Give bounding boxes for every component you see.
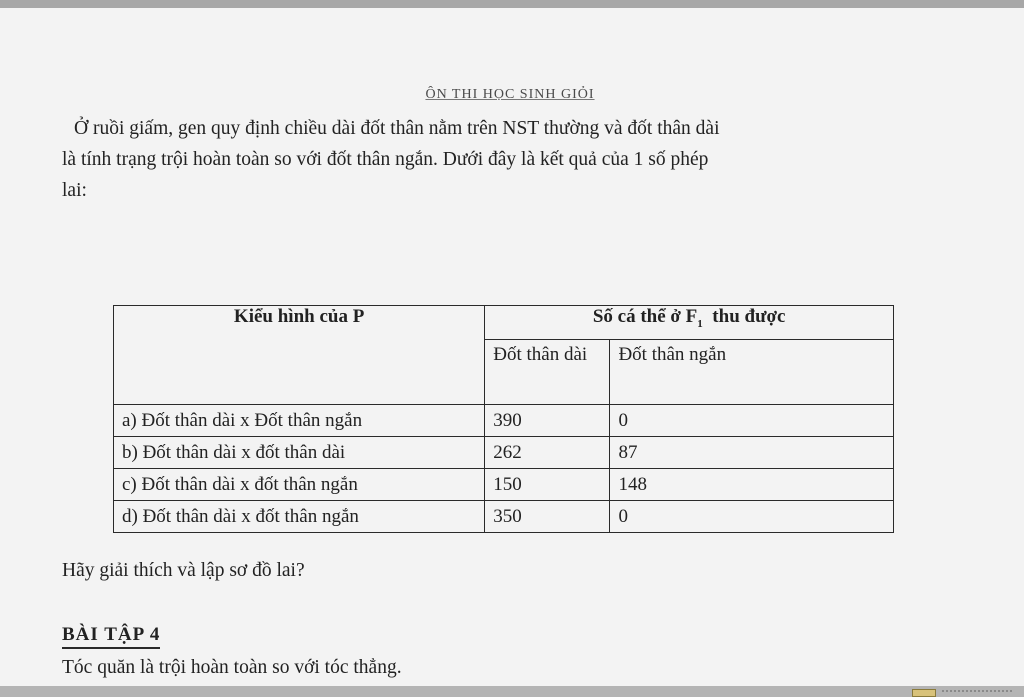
status-bar-icon[interactable] bbox=[912, 689, 936, 697]
table-row bbox=[114, 469, 894, 501]
paragraph-line-2: là tính trạng trội hoàn toàn so với đốt thân ngắn. Dưới đây là kết quả của 1 số phép bbox=[62, 149, 709, 170]
row-label: a) Đốt thân dài x Đốt thân ngắn bbox=[114, 405, 485, 437]
problem-paragraph bbox=[62, 113, 942, 206]
status-bar-indicator bbox=[942, 690, 1012, 697]
row-label: b) Đốt thân dài x đốt thân dài bbox=[114, 437, 485, 469]
table-row bbox=[114, 437, 894, 469]
question-text: Hãy giải thích và lập sơ đồ lai? bbox=[62, 560, 305, 581]
table-header-row bbox=[114, 306, 894, 340]
window-top-border bbox=[0, 0, 1024, 8]
exercise-text: Tóc quăn là trội hoàn toàn so với tóc thẳng. bbox=[62, 657, 402, 678]
header-f1-count: Số cá thể ở $F_1$ thu được bbox=[485, 306, 894, 340]
document-header: ÔN THI HỌC SINH GIỎI bbox=[425, 87, 595, 102]
table-row bbox=[114, 501, 894, 533]
table-row bbox=[114, 405, 894, 437]
cell-long: 262 bbox=[485, 437, 610, 469]
exercise-title: BÀI TẬP 4 bbox=[62, 623, 160, 649]
header-parent-phenotype: Kiểu hình của P bbox=[114, 306, 485, 405]
subheader-short-segment: Đốt thân ngắn bbox=[610, 340, 894, 405]
cell-long: 150 bbox=[485, 469, 610, 501]
cell-short: 87 bbox=[610, 437, 894, 469]
cell-long: 390 bbox=[485, 405, 610, 437]
status-bar bbox=[0, 686, 1024, 697]
paragraph-line-1: Ở ruồi giấm, gen quy định chiều dài đốt thân nằm trên NST thường và đốt thân dài bbox=[74, 118, 720, 139]
cell-long: 350 bbox=[485, 501, 610, 533]
cell-short: 0 bbox=[610, 405, 894, 437]
cross-results-table bbox=[113, 305, 894, 533]
row-label: c) Đốt thân dài x đốt thân ngắn bbox=[114, 469, 485, 501]
cell-short: 0 bbox=[610, 501, 894, 533]
paragraph-line-3: lai: bbox=[62, 180, 87, 201]
cell-short: 148 bbox=[610, 469, 894, 501]
row-label: d) Đốt thân dài x đốt thân ngắn bbox=[114, 501, 485, 533]
subheader-long-segment: Đốt thân dài bbox=[485, 340, 610, 405]
